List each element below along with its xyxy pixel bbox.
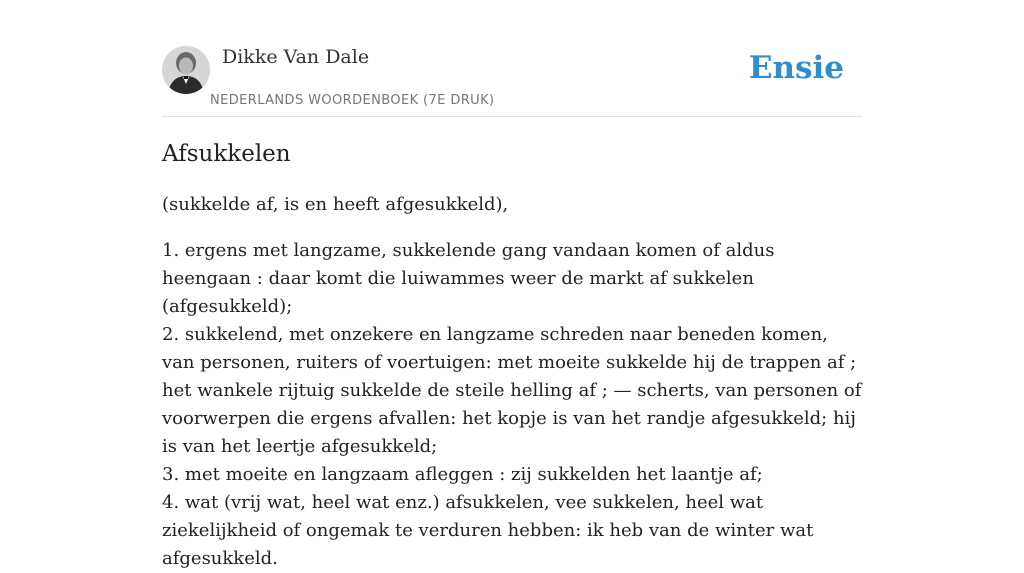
entry-title: Afsukkelen [162,141,291,167]
definition-item: 4. wat (vrij wat, heel wat enz.) afsukkelen, vee sukkelen, heel wat ziekelijkheid of ongemak te verduren hebben: ik heb van de winter wat afgesukkeld. [162,492,814,569]
definition-item: 1. ergens met langzame, sukkelende gang vandaan komen of aldus heengaan : daar komt die luiwammes weer de markt af sukkelen (afgesukkeld); [162,240,775,317]
dictionary-name[interactable]: NEDERLANDS WOORDENBOEK (7E DRUK) [210,93,495,108]
brand-logo[interactable]: Ensie [748,50,844,86]
definition-item: 2. sukkelend, met onzekere en langzame schreden naar beneden komen, van personen, ruiters of voertuigen: met moeite sukkelde hij de trappen af ; het wankele rijtuig sukkelde de steile helling af ; — scherts, van personen of voorwerpen die ergens afvallen: het kopje is van het randje afgesukkeld; hij is van het leertje afgesukkeld; [162,324,862,457]
entry-grammar: (sukkelde af, is en heeft afgesukkeld), [162,194,509,215]
author-avatar[interactable] [162,46,210,94]
entry-header [162,40,862,117]
definition-list [162,237,862,573]
author-name[interactable]: Dikke Van Dale [222,46,370,68]
definition-item: 3. met moeite en langzaam afleggen : zij sukkelden het laantje af; [162,464,763,485]
entry-card [162,40,862,573]
portrait-icon [162,46,210,94]
